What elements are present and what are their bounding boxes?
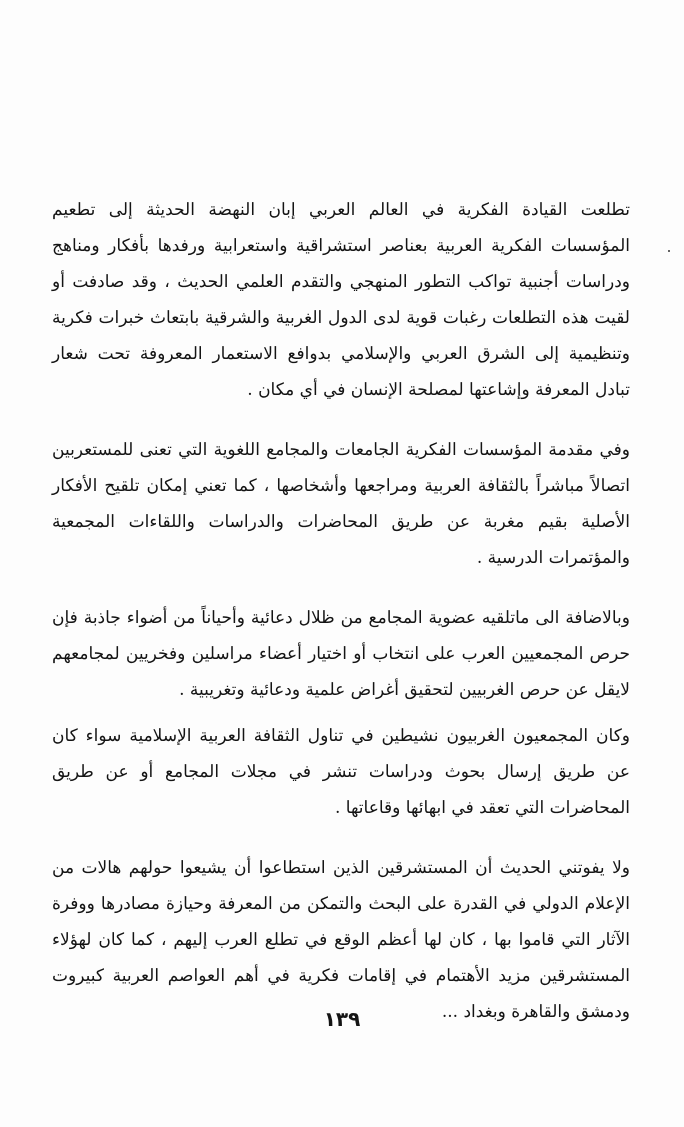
- paragraph-3: وبالاضافة الى ماتلقيه عضوية المجامع من ظلال دعائية وأحياناً من أضواء جاذبة فإن حرص المجمعيين العرب على انتخاب أو اختيار أعضاء مراسلين وفخريين لمجامعهم لايقل عن حرص الغربيين لتحقيق أغراض علمية ودعائية وتغريبية .: [52, 608, 630, 700]
- body-text: [52, 192, 630, 1030]
- margin-dot: [668, 250, 670, 252]
- paragraph-1: تطلعت القيادة الفكرية في العالم العربي إبان النهضة الحديثة إلى تطعيم المؤسسات الفكرية العربية بعناصر استشراقية واستعرابية ورفدها بأفكار ومناهج ودراسات أجنبية تواكب التطور المنهجي والتقدم العلمي الحديث ، وقد صادفت أو لقيت هذه التطلعات رغبات قوية لدى الدول الغربية والشرقية بابتعاث خبرات فكرية وتنظيمية إلى الشرق العربي والإسلامي بدوافع الاستعمار المعروفة تحت شعار تبادل المعرفة وإشاعتها لمصلحة الإنسان في أي مكان .: [52, 200, 630, 400]
- paragraph-5: ولا يفوتني الحديث أن المستشرقين الذين استطاعوا أن يشيعوا حولهم هالات من الإعلام الدولي في القدرة على البحث والتمكن من المعرفة وحيازة مصادرها ووفرة الآثار التي قاموا بها ، كان لها أعظم الوقع في تطلع العرب إليهم ، كما كان لهؤلاء المستشرقين مزيد الأهتمام في إقامات فكرية في أهم العواصم العربية كبيروت ودمشق والقاهرة وبغداد ...: [52, 858, 630, 1022]
- paragraph-4: وكان المجمعيون الغربيون نشيطين في تناول الثقافة العربية الإسلامية سواء كان عن طريق إرسال بحوث ودراسات تنشر في مجلات المجامع أو عن طريق المحاضرات التي تعقد في ابهائها وقاعاتها .: [52, 726, 630, 818]
- paragraph-2: وفي مقدمة المؤسسات الفكرية الجامعات والمجامع اللغوية التي تعنى للمستعربين اتصالاً مباشراً بالثقافة العربية ومراجعها وأشخاصها ، كما تعني إمكان تلقيح الأفكار الأصلية بقيم مغربة عن طريق المحاضرات والدراسات واللقاءات المجمعية والمؤتمرات الدرسية .: [52, 440, 630, 568]
- page-number: ١٣٩: [323, 1007, 361, 1031]
